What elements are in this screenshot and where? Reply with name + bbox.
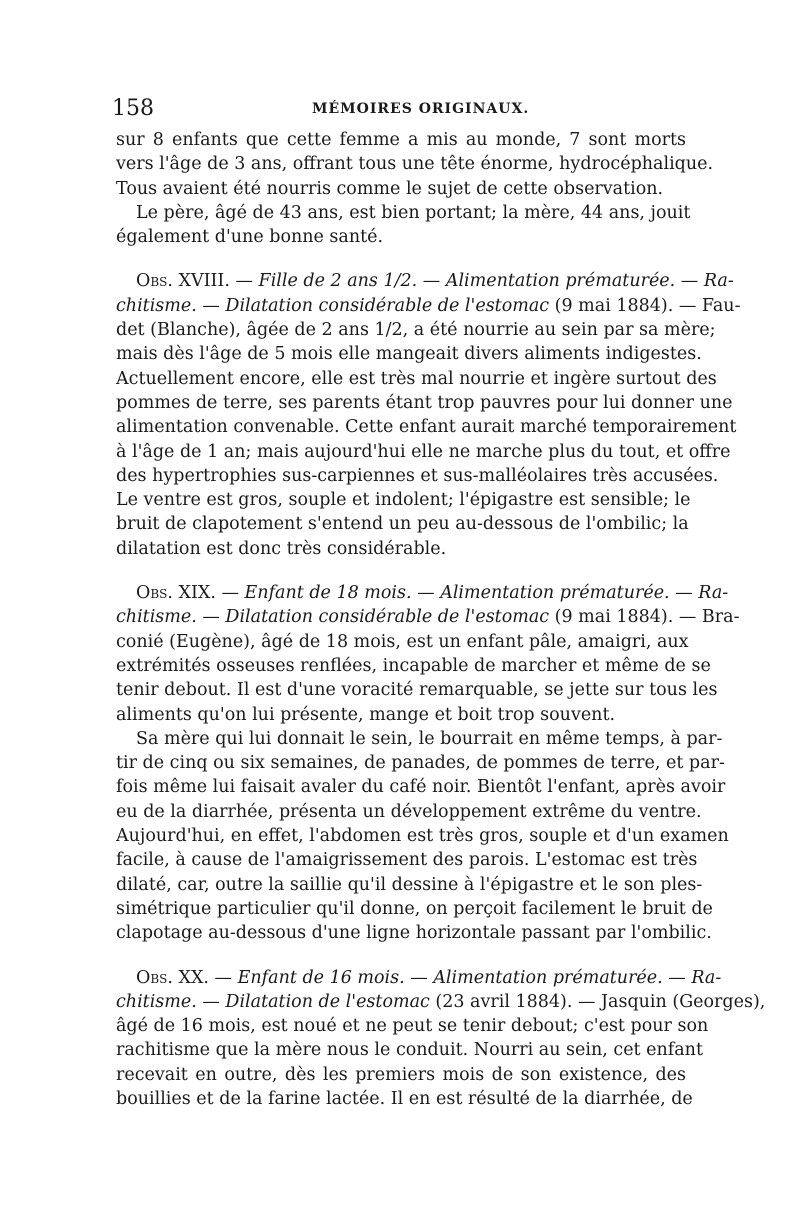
- text-line: det (Blanche), âgée de 2 ans 1/2, a été nourrie au sein par sa mère;: [116, 320, 716, 341]
- text-line: Actuellement encore, elle est très mal nourrie et ingère surtout des: [116, 368, 717, 389]
- obs-title: Fille de 2 ans 1/2. — Alimentation prématurée. — Ra-: [258, 271, 734, 292]
- text-line: également d'une bonne santé.: [116, 227, 384, 248]
- paragraph-parents: [116, 201, 691, 250]
- obs-date: (9 mai 1884). — Bra-: [549, 607, 740, 628]
- text-line: conié (Eugène), âgé de 18 mois, est un enfant pâle, amaigri, aux: [116, 631, 689, 652]
- text-line: sur 8 enfants que cette femme a mis au monde, 7 sont morts: [116, 130, 686, 150]
- body-text: [116, 128, 766, 1111]
- text-line: bruit de clapotement s'entend un peu au-dessous de l'ombilic; la: [116, 514, 689, 535]
- text-line: à l'âge de 1 an; mais aujourd'hui elle ne marche plus du tout, et offre: [116, 441, 731, 462]
- text-line: simétrique particulier qu'il donne, on perçoit facilement le bruit de: [116, 898, 713, 919]
- text-line: pommes de terre, ses parents étant trop pauvres pour lui donner une: [116, 392, 733, 413]
- text-line: fois même lui faisait avaler du café noir. Bientôt l'enfant, après avoir: [116, 777, 726, 798]
- text-line: clapotage au-dessous d'une ligne horizontale passant par l'ombilic.: [116, 923, 712, 944]
- text-line: extrémités osseuses renflées, incapable de marcher et même de se: [116, 655, 711, 676]
- text-line: mais dès l'âge de 5 mois elle mangeait divers aliments indigestes.: [116, 344, 702, 365]
- page-header: [112, 96, 692, 124]
- obs-title: chitisme. — Dilatation de l'estomac: [116, 991, 430, 1012]
- obs-heading-line: [116, 581, 729, 605]
- text-line: Le ventre est gros, souple et indolent; l'épigastre est sensible; le: [116, 490, 691, 511]
- text-line: recevait en outre, dès les premiers mois de son existence, des: [116, 1064, 686, 1085]
- obs-heading-line: [116, 294, 741, 318]
- obs-heading-line: [116, 966, 722, 990]
- obs-label: Obs. XIX. —: [136, 583, 245, 604]
- obs-title: Enfant de 18 mois. — Alimentation prématurée. — Ra-: [244, 583, 729, 604]
- text-line: dilaté, car, outre la saillie qu'il dessine à l'épigastre et le son ples-: [116, 874, 703, 895]
- obs-label: Obs. XVIII. —: [136, 271, 259, 292]
- obs-date: (23 avril 1884). — Jasquin (Georges),: [429, 991, 766, 1012]
- text-line: âgé de 16 mois, est noué et ne peut se tenir debout; c'est pour son: [116, 1016, 709, 1037]
- observation-20: [116, 966, 766, 1112]
- text-line: rachitisme que la mère nous le conduit. Nourri au sein, cet enfant: [116, 1040, 703, 1061]
- text-line: bouillies et de la farine lactée. Il en est résulté de la diarrhée, de: [116, 1088, 693, 1109]
- text-line: dilatation est donc très considérable.: [116, 538, 447, 559]
- text-line: tenir debout. Il est d'une voracité remarquable, se jette sur tous les: [116, 680, 718, 701]
- text-line: eu de la diarrhée, présenta un développement extrême du ventre.: [116, 801, 702, 822]
- text-line: aliments qu'on lui présente, mange et boit trop souvent.: [116, 704, 616, 725]
- text-line: Sa mère qui lui donnait le sein, le bourrait en même temps, à par-: [136, 728, 723, 749]
- text-line: vers l'âge de 3 ans, offrant tous une tête énorme, hydrocéphalique.: [116, 154, 714, 175]
- text-line: tir de cinq ou six semaines, de panades, de pommes de terre, et par-: [116, 753, 725, 774]
- obs-title: chitisme. — Dilatation considérable de l'estomac: [116, 607, 550, 628]
- obs-title: Enfant de 16 mois. — Alimentation prématurée. — Ra-: [237, 967, 722, 988]
- obs-heading-line: [116, 990, 766, 1014]
- observation-18: [116, 269, 741, 561]
- obs-title: chitisme. — Dilatation considérable de l'estomac: [116, 295, 550, 316]
- text-line: facile, à cause de l'amaigrissement des parois. L'estomac est très: [116, 850, 698, 871]
- page-number: 158: [112, 96, 154, 121]
- text-line: Le père, âgé de 43 ans, est bien portant; la mère, 44 ans, jouit: [136, 202, 691, 223]
- obs-heading-line: [116, 605, 740, 629]
- paragraph-intro: [116, 128, 714, 201]
- running-title: MÉMOIRES ORIGINAUX.: [312, 101, 530, 117]
- text-line: des hypertrophies sus-carpiennes et sus-malléolaires très accusées.: [116, 465, 719, 486]
- obs-date: (9 mai 1884). — Fau-: [549, 295, 741, 316]
- observation-19: [116, 581, 740, 945]
- text-line: Aujourd'hui, en effet, l'abdomen est très gros, souple et d'un examen: [116, 826, 729, 847]
- obs-heading-line: [116, 269, 734, 293]
- text-line: Tous avaient été nourris comme le sujet de cette observation.: [116, 178, 664, 199]
- obs-label: Obs. XX. —: [136, 967, 238, 988]
- text-line: alimentation convenable. Cette enfant aurait marché temporairement: [116, 417, 737, 438]
